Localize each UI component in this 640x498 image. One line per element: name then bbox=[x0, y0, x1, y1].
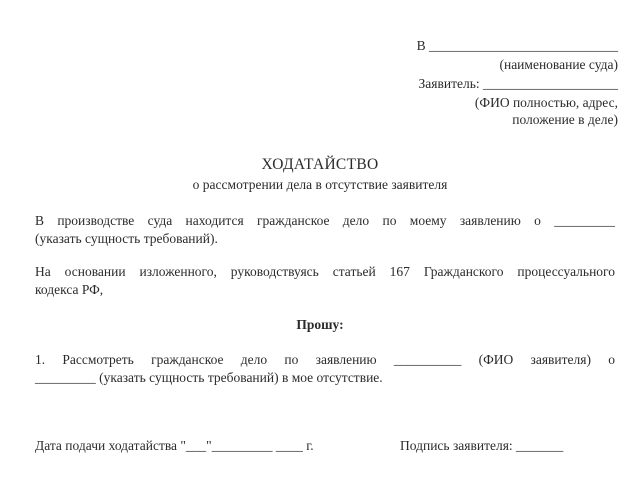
signature-line: Подпись заявителя: _______ bbox=[400, 438, 564, 453]
court-line: В ____________________________ bbox=[416, 38, 618, 53]
applicant-hint-2: положение в деле) bbox=[512, 112, 618, 127]
document-title: ХОДАТАЙСТВО bbox=[261, 156, 379, 173]
date-line: Дата подачи ходатайства "___"_________ ____ г. bbox=[35, 438, 314, 453]
document-subtitle: о рассмотрении дела в отсутствие заявителя bbox=[192, 177, 448, 192]
applicant-hint-1: (ФИО полностью, адрес, bbox=[474, 95, 618, 110]
court-hint: (наименование суда) bbox=[499, 57, 618, 72]
paragraph-1-line-2: (указать сущность требований). bbox=[35, 231, 218, 246]
paragraph-1-line-1: В производстве суда находится гражданское дело по моему заявлению о _________ bbox=[35, 213, 615, 228]
paragraph-2-line-2: кодекса РФ, bbox=[35, 282, 104, 297]
paragraph-2-line-1: На основании изложенного, руководствуясь статьей 167 Гражданского процессуального bbox=[35, 264, 615, 279]
request-item-1-line-1: 1. Рассмотреть гражданское дело по заявлению __________ (ФИО заявителя) о bbox=[35, 352, 615, 367]
request-heading: Прошу: bbox=[296, 317, 344, 332]
request-item-1-line-2: _________ (указать сущность требований) в мое отсутствие. bbox=[35, 370, 383, 385]
applicant-line: Заявитель: ____________________ bbox=[418, 76, 618, 91]
